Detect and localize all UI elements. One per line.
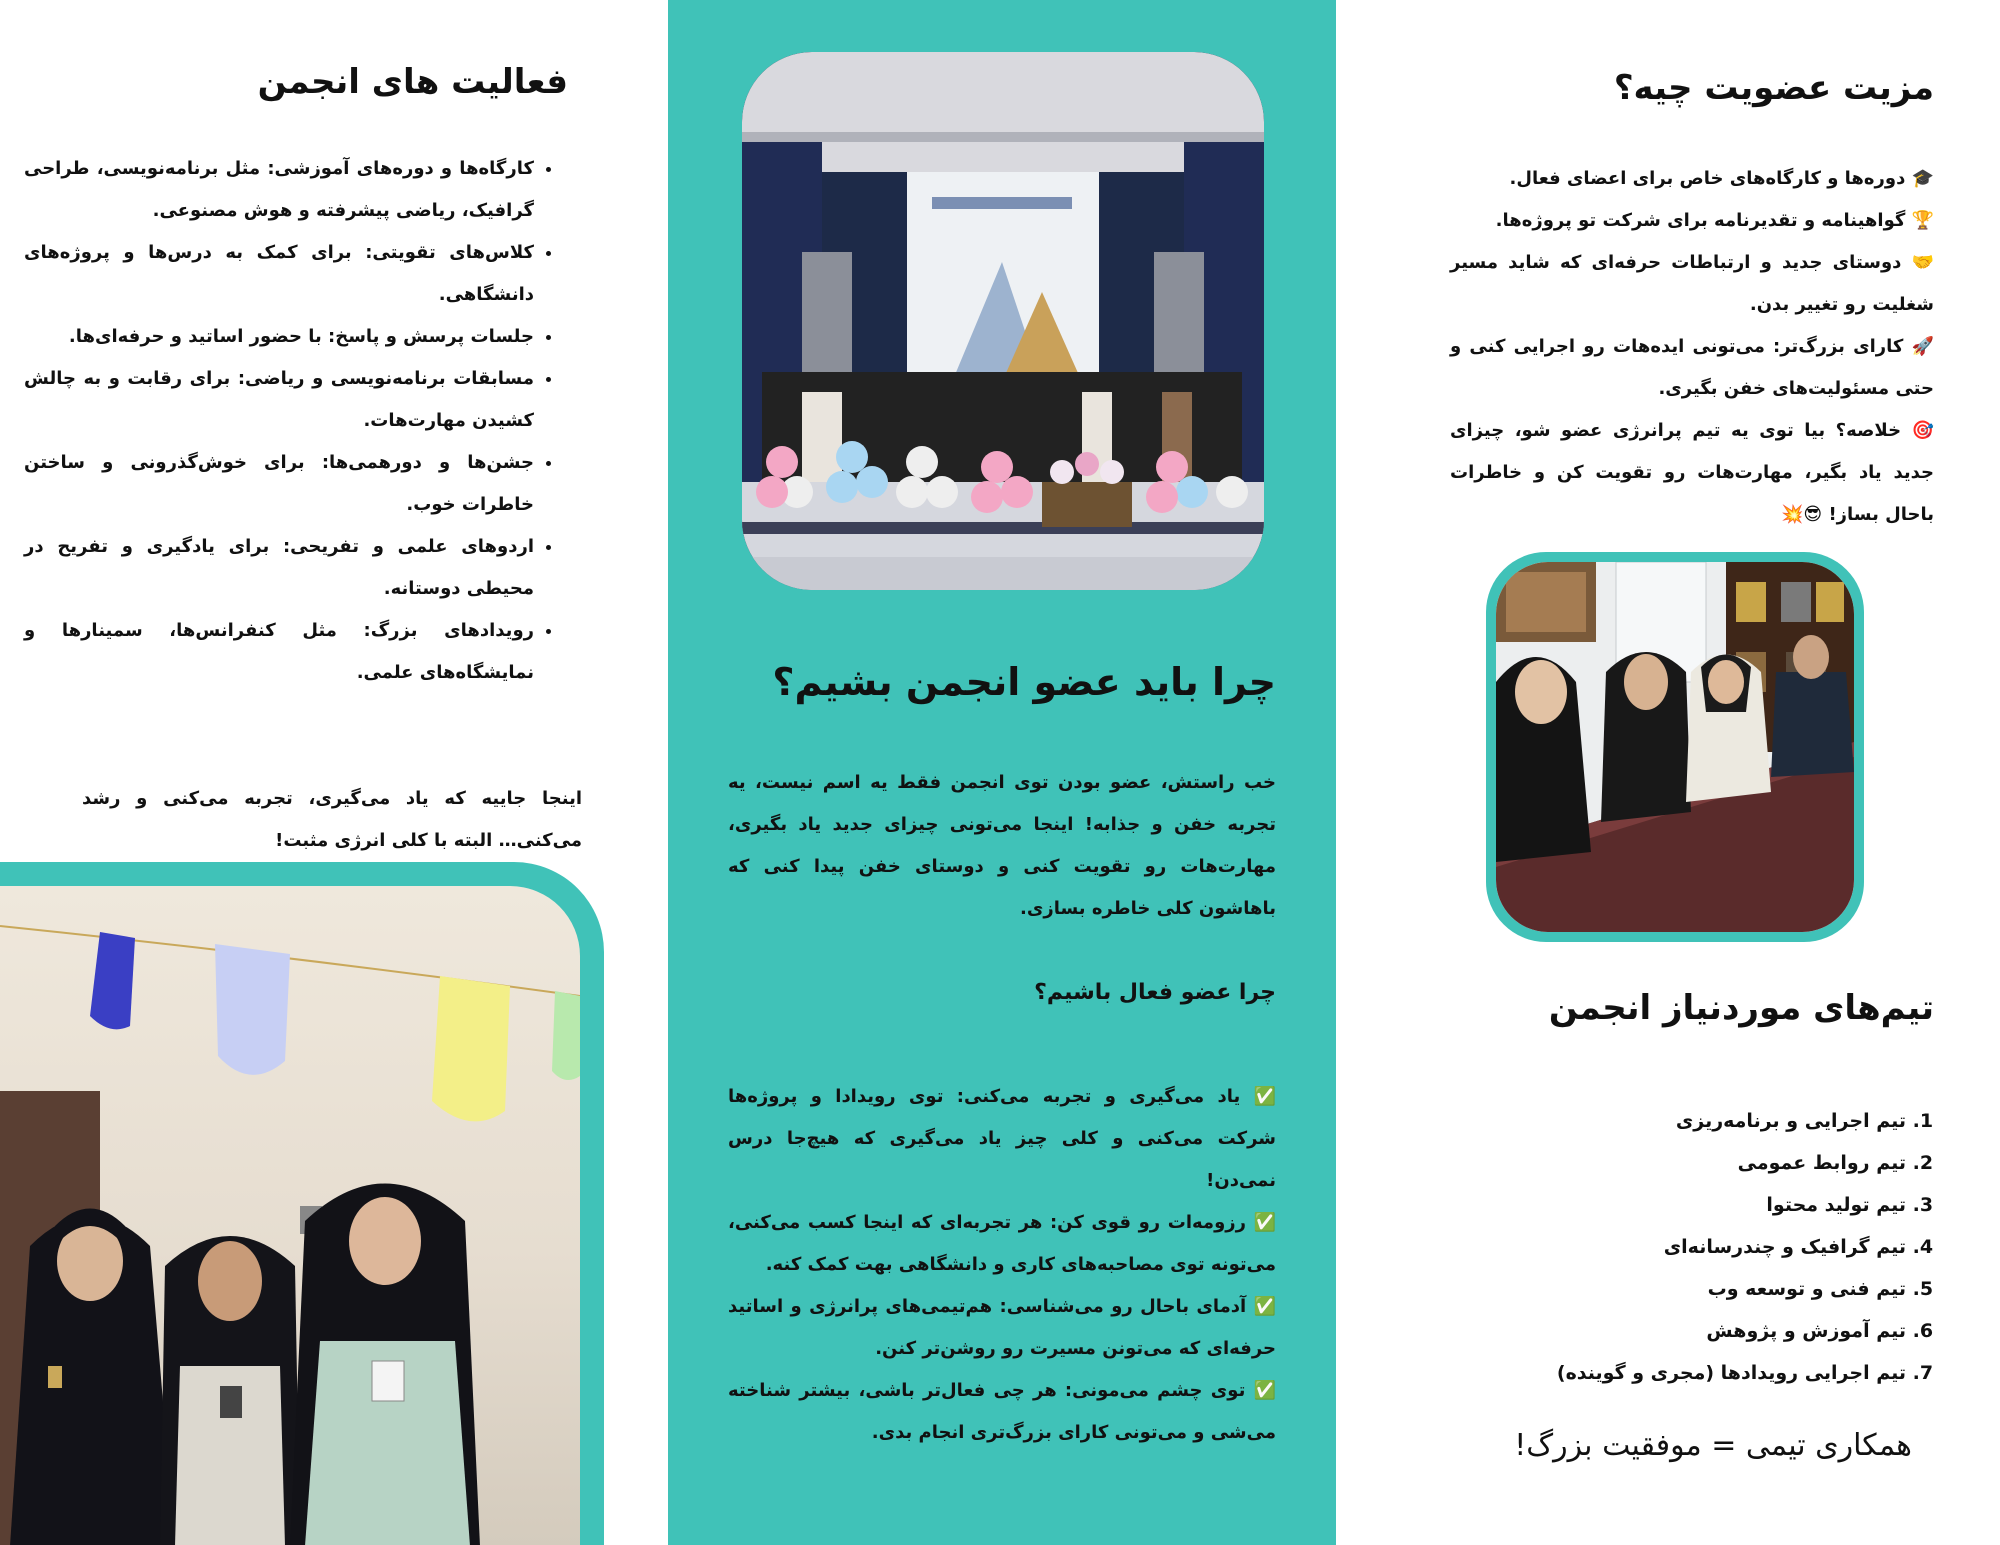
why-join-title: چرا باید عضو انجمن بشیم؟ bbox=[772, 660, 1276, 704]
students-photo bbox=[0, 886, 580, 1545]
list-item: 6. تیم آموزش و پژوهش bbox=[1506, 1310, 1906, 1352]
list-item: 4. تیم گرافیک و چندرسانه‌ای bbox=[1506, 1226, 1906, 1268]
list-item: 🤝 دوستای جدید و ارتباطات حرفه‌ای که شاید مسیر شغلیت رو تغییر بدن. bbox=[1450, 252, 1934, 315]
flag-yellow bbox=[432, 976, 510, 1121]
activities-closing: اینجا جاییه که یاد می‌گیری، تجربه می‌کنی و رشد می‌کنی… البته با کلی انرژی مثبت! bbox=[82, 788, 582, 851]
right-panel bbox=[1336, 0, 2000, 1545]
left-panel bbox=[0, 0, 668, 1545]
activities-title: فعالیت های انجمن bbox=[257, 62, 568, 102]
middle-panel bbox=[668, 0, 1336, 1545]
meeting-photo-frame bbox=[1486, 552, 1864, 942]
why-join-paragraph: خب راستش، عضو بودن توی انجمن فقط یه اسم نیست، یه تجربه خفن و جذابه! اینجا می‌تونی چیزای جدید یاد بگیری، مهارت‌هات رو تقویت کنی و دوستای خفن پیدا کنی که باهاشون کلی خاطره بسازی. bbox=[728, 772, 1276, 919]
list-item: 🚀 کارای بزرگ‌تر: می‌تونی ایده‌هات رو اجرایی کنی و حتی مسئولیت‌های خفن بگیری. bbox=[1450, 336, 1934, 399]
list-item: 🎓 دوره‌ها و کارگاه‌های خاص برای اعضای فعال. bbox=[1509, 168, 1934, 189]
team-slogan: همکاری تیمی = موفقیت بزرگ! bbox=[1514, 1428, 1912, 1463]
list-item: 5. تیم فنی و توسعه وب bbox=[1506, 1268, 1906, 1310]
list-item: 1. تیم اجرایی و برنامه‌ریزی bbox=[1506, 1100, 1906, 1142]
list-item: 2. تیم روابط عمومی bbox=[1506, 1142, 1906, 1184]
list-item: • کارگاه‌ها و دوره‌های آموزشی: مثل برنامه‌نویسی، طراحی گرافیک، ریاضی پیشرفته و هوش مصنوعی. bbox=[24, 148, 534, 232]
teams-list bbox=[1506, 1100, 1934, 1394]
activities-list bbox=[24, 148, 564, 694]
reasons-list bbox=[728, 1076, 1276, 1454]
students-photo-frame bbox=[0, 862, 604, 1545]
list-item: 3. تیم تولید محتوا bbox=[1506, 1184, 1906, 1226]
list-item: • جشن‌ها و دورهمی‌ها: برای خوش‌گذرونی و ساختن خاطرات خوب. bbox=[24, 442, 534, 526]
students-illustration bbox=[0, 886, 580, 1545]
list-item: • رویدادهای بزرگ: مثل کنفرانس‌ها، سمینارها و نمایشگاه‌های علمی. bbox=[24, 610, 534, 694]
flag-lavender bbox=[215, 944, 290, 1075]
meeting-illustration bbox=[1496, 562, 1854, 932]
list-item: ✅ آدمای باحال رو می‌شناسی: هم‌تیمی‌های پرانرژی و اساتید حرفه‌ای که می‌تونن مسیرت رو روشن‌تر کنن. bbox=[728, 1296, 1276, 1359]
flag-green bbox=[552, 991, 580, 1080]
benefits-list bbox=[1450, 158, 1934, 536]
teams-title: تیم‌های موردنیاز انجمن bbox=[1548, 988, 1934, 1028]
list-item: • اردوهای علمی و تفریحی: برای یادگیری و تفریح در محیطی دوستانه. bbox=[24, 526, 534, 610]
list-item: • مسابقات برنامه‌نویسی و ریاضی: برای رقابت و به چالش کشیدن مهارت‌هات. bbox=[24, 358, 534, 442]
flag-blue bbox=[90, 932, 135, 1029]
event-illustration bbox=[742, 52, 1264, 590]
benefits-title: مزیت عضویت چیه؟ bbox=[1613, 68, 1934, 108]
list-item: ✅ توی چشم می‌مونی: هر چی فعال‌تر باشی، بیشتر شناخته می‌شی و می‌تونی کارای بزرگ‌تری انجام بدی. bbox=[728, 1380, 1276, 1443]
list-item: 7. تیم اجرایی رویدادها (مجری و گوینده) bbox=[1506, 1352, 1906, 1394]
list-item: ✅ یاد می‌گیری و تجربه می‌کنی: توی رویدادا و پروژه‌ها شرکت می‌کنی و کلی چیز یاد می‌گیری که هیچ‌جا درس نمی‌دن! bbox=[728, 1086, 1276, 1191]
why-active-subtitle: چرا عضو فعال باشیم؟ bbox=[1034, 980, 1276, 1005]
list-item: ✅ رزومه‌ات رو قوی کن: هر تجربه‌ای که اینجا کسب می‌کنی، می‌تونه توی مصاحبه‌های کاری و دانشگاهی بهت کمک کنه. bbox=[728, 1212, 1276, 1275]
event-group-photo bbox=[742, 52, 1264, 590]
list-item: 🎯 خلاصه؟ بیا توی یه تیم پرانرژی عضو شو، چیزای جدید یاد بگیر، مهارت‌هات رو تقویت کن و خاطرات باحال بساز! 😎💥 bbox=[1450, 420, 1934, 525]
list-item: • کلاس‌های تقویتی: برای کمک به درس‌ها و پروژه‌های دانشگاهی. bbox=[24, 232, 534, 316]
list-item: • جلسات پرسش و پاسخ: با حضور اساتید و حرفه‌ای‌ها. bbox=[24, 316, 534, 358]
meeting-photo bbox=[1496, 562, 1854, 932]
list-item: 🏆 گواهینامه و تقدیرنامه برای شرکت تو پروژه‌ها. bbox=[1495, 210, 1934, 231]
